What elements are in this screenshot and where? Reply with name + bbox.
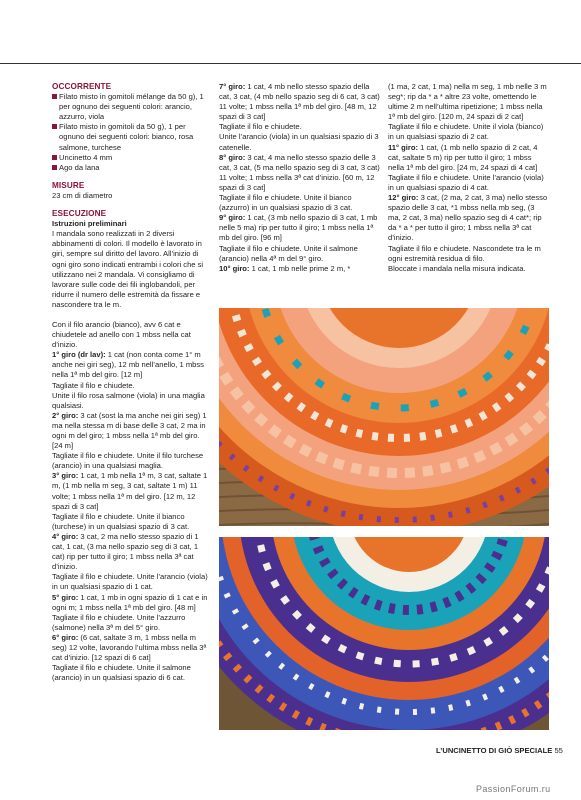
list-item: Filato misto in gomitoli da 50 g), 1 per ognuno dei seguenti colori: bianco, rosa salmone, turchese — [52, 122, 212, 152]
round-text: 1 cat (non conta come 1° m anche nei giri seg), 12 mb nell’anello, 1 mbss nella 1ª mb del giro. [12 m] — [52, 350, 204, 380]
round-label: 7° giro: — [219, 82, 246, 91]
photo-mandala-purple — [219, 537, 549, 730]
watermark: PassionForum.ru — [476, 784, 551, 794]
round-text: 3 cat, 4 ma nello stesso spazio delle 3 cat, 3 cat, (5 ma nello spazio seg di 3 cat, 3 cat) 11 volte; 1 mbss nella 3ª cat d’inizio. [60 m, 12 spazi di 3 cat] — [219, 152, 380, 192]
round-text: Tagliate il filo e chiudete. Unite il filo turchese (arancio) in una qualsiasi maglia. — [52, 451, 204, 471]
round-text: Tagliate il filo e chiudete. Unite il salmone (arancio) in un qualsiasi spazio di 6 cat. — [52, 663, 191, 683]
occorrente-heading: OCCORRENTE — [52, 82, 112, 91]
round-label: 3° giro: — [52, 471, 79, 481]
round-text: 1 cat, 1 mb nella 1ª m, 3 cat, saltate 1 m, (1 mb nella m seg, 3 cat, saltate 1 m) 11 volte; 1 mbss nella 1ª m del giro. [12 m, 12 spazi di 3 cat] — [52, 471, 208, 511]
list-item: Uncinetto 4 mm — [52, 153, 212, 163]
round-text: Bloccate i mandala nella misura indicata. — [388, 263, 526, 273]
round-text: Unite l’arancio (viola) in un qualsiasi spazio di 3 catenelle. — [219, 132, 379, 152]
esecuzione-subtitle: Istruzioni preliminari — [52, 219, 127, 229]
instruction-paragraph — [219, 132, 381, 152]
round-text: Unite il filo rosa salmone (viola) in una maglia qualsiasi. — [52, 390, 205, 410]
page-number: 55 — [554, 746, 563, 755]
occorrente-list — [52, 92, 212, 173]
round-text: 1 cat, (3 mb nello spazio di 3 cat, 1 mb nelle 5 ma) rip per tutto il giro; 1 mbss nella 1ª mb del giro. [96 m] — [219, 213, 378, 243]
esecuzione-intro: I mandala sono realizzati in 2 diversi abbinamenti di colori. Il modello è lavorato in giri, sempre sul diritto del lavoro. All’inizio di ogni giro sono indicati entrambi i colori che si utilizzano nei 2 mandala. Vi consigliamo di lavorare sulle code dei fili inglobandoli, per ridurre il numero delle estremità da fissare e nascondere tra le m. — [52, 229, 204, 309]
instructions-col1 — [52, 350, 212, 683]
column-1 — [52, 82, 212, 683]
round-text: Tagliate il filo e chiudete. Unite il bianco (azzurro) in un qualsiasi spazio di 3 cat. — [219, 193, 353, 213]
round-text: Tagliate il filo e chiudete. Unite il viola (bianco) in un qualsiasi spazio di 2 cat. — [388, 122, 544, 142]
instruction-paragraph — [52, 451, 212, 471]
instruction-paragraph — [388, 193, 549, 243]
bullet-square-icon — [52, 94, 57, 99]
instruction-paragraph — [388, 143, 549, 173]
page-footer — [436, 746, 563, 755]
round-text: 1 cat, 1 mb nelle prime 2 m, * — [249, 263, 351, 273]
instructions-col2 — [219, 82, 381, 274]
instruction-paragraph — [52, 350, 212, 380]
round-label: 6° giro: — [52, 632, 79, 642]
round-text: Tagliate il filo e chiudete. Unite il bianco (turchese) in un qualsiasi spazio di 3 cat. — [52, 511, 190, 531]
instruction-paragraph — [52, 512, 212, 532]
instruction-paragraph — [52, 391, 212, 411]
round-label: 12° giro: — [388, 193, 419, 203]
instruction-paragraph — [388, 122, 549, 142]
instruction-paragraph — [388, 82, 549, 122]
instruction-paragraph — [219, 244, 381, 264]
instruction-paragraph — [219, 193, 381, 213]
top-rule — [0, 63, 581, 64]
instruction-paragraph — [219, 153, 381, 193]
round-text: (6 cat, saltate 3 m, 1 mbss nella m seg) 12 volte, lavorando l’ultima mbss nella 3ª cat d’inizio. [12 spazi di 6 cat] — [52, 632, 207, 663]
round-text: Tagliate il filo e chiudete. Unite il salmone (arancio) nella 4ª m del 9° giro. — [219, 243, 358, 263]
misure-heading: MISURE — [52, 180, 85, 190]
column-3 — [388, 82, 549, 274]
photo-mandala-orange — [219, 308, 549, 526]
mandala-orange-illustration — [219, 308, 549, 526]
magazine-name: L’UNCINETTO DI GIÒ SPECIALE — [436, 746, 553, 755]
round-text: Tagliate il filo e chiudete. Unite l’arancio (viola) in un qualsiasi spazio di 1 cat. — [52, 572, 208, 592]
round-text: 1 cat, 1 mb in ogni spazio di 1 cat e in ogni m; 1 mbss nella 1ª mb del giro. [48 m] Tagliate il filo e chiudete. Unite l’azzurro (salmone) nella 3ª m del 5° giro. — [52, 592, 208, 632]
bullet-square-icon — [52, 155, 57, 160]
instruction-paragraph — [52, 471, 212, 511]
instruction-paragraph — [219, 213, 381, 243]
instruction-paragraph — [52, 381, 212, 391]
instruction-paragraph — [219, 82, 381, 122]
round-label: 9° giro: — [219, 213, 246, 223]
instruction-paragraph — [52, 593, 212, 633]
instruction-paragraph — [52, 572, 212, 592]
round-label: 4° giro: — [52, 531, 79, 541]
instruction-paragraph — [52, 633, 212, 663]
bullet-square-icon — [52, 124, 57, 129]
column-2 — [219, 82, 381, 274]
instruction-paragraph — [388, 173, 549, 193]
instructions-col3 — [388, 82, 549, 274]
round-text: Tagliate il filo e chiudete. Nascondete tra le m ogni estremità residua di filo. — [388, 243, 541, 263]
instruction-paragraph — [388, 244, 549, 264]
bullet-square-icon — [52, 165, 57, 170]
instruction-paragraph — [52, 663, 212, 683]
round-text: 1 cat, (1 mb nello spazio di 2 cat, 4 cat, saltate 5 m) rip per tutto il giro; 1 mbss nella 1ª mb del giro. [24 m, 24 spazi di 4 cat] — [388, 142, 538, 172]
round-label: 2° giro: — [52, 410, 79, 420]
round-text: 3 cat (sost la ma anche nei giri seg) 1 ma nella stessa m di base delle 3 cat, 2 ma in ogni m del giro; 1 mbss nella 1ª mb del giro. [24 m] — [52, 410, 207, 451]
round-label: 1° giro (dr lav): — [52, 350, 106, 360]
instruction-paragraph — [52, 411, 212, 451]
round-text: Tagliate il filo e chiudete. — [219, 122, 302, 132]
round-text: 1 cat, 4 mb nello stesso spazio della cat, 3 cat, (4 mb nello spazio seg di 6 cat, 3 cat) 11 volte; 1 mbss nella 1ª mb del giro. [48 m, 12 spazi di 3 cat] — [219, 82, 380, 122]
round-label: 8° giro: — [219, 152, 246, 162]
round-text: (1 ma, 2 cat, 1 ma) nella m seg, 1 mb nelle 3 m seg*; rip da * a * altre 23 volte, omettendo le ultime 2 m nell’ultima ripetizione; 1 mbss nella 1ª mb del giro. [120 m, 24 spazi di 2 cat] — [388, 82, 547, 122]
misure-text: 23 cm di diametro — [52, 190, 113, 200]
instruction-paragraph — [388, 264, 549, 274]
esecuzione-start: Con il filo arancio (bianco), avv 6 cat e chiudetele ad anello con 1 mbss nella cat d’inizio. — [52, 319, 191, 350]
round-text: Tagliate il filo e chiudete. Unite l’arancio (viola) in un qualsiasi spazio di 4 cat. — [388, 172, 544, 192]
instruction-paragraph — [219, 264, 381, 274]
round-text: 3 cat, (2 ma, 2 cat, 3 ma) nello stesso spazio delle 3 cat, *1 mbss nella mb seg, (3 ma, 2 cat, 3 ma) nello spazio seg di 4 cat*; rip da * a * per tutto il giro; 1 mbss nella 3ª cat d’inizio. — [388, 193, 548, 243]
mandala-purple-illustration — [219, 537, 549, 730]
list-item: Ago da lana — [52, 163, 212, 173]
round-text: Tagliate il filo e chiudete. — [52, 380, 135, 390]
instruction-paragraph — [219, 122, 381, 132]
round-label: 10° giro: — [219, 263, 250, 273]
instruction-paragraph — [52, 532, 212, 572]
round-label: 5° giro: — [52, 592, 79, 602]
list-item: Filato misto in gomitoli mélange da 50 g), 1 per ognuno dei seguenti colori: arancio, azzurro, viola — [52, 92, 212, 122]
esecuzione-heading: ESECUZIONE — [52, 209, 107, 219]
round-text: 3 cat, 2 ma nello stesso spazio di 1 cat, 1 cat, (3 ma nello spazio seg di 3 cat, 1 cat) rip per tutto il giro; 1 mbss nella 3ª cat d’inizio. — [52, 531, 199, 572]
round-label: 11° giro: — [388, 142, 419, 152]
